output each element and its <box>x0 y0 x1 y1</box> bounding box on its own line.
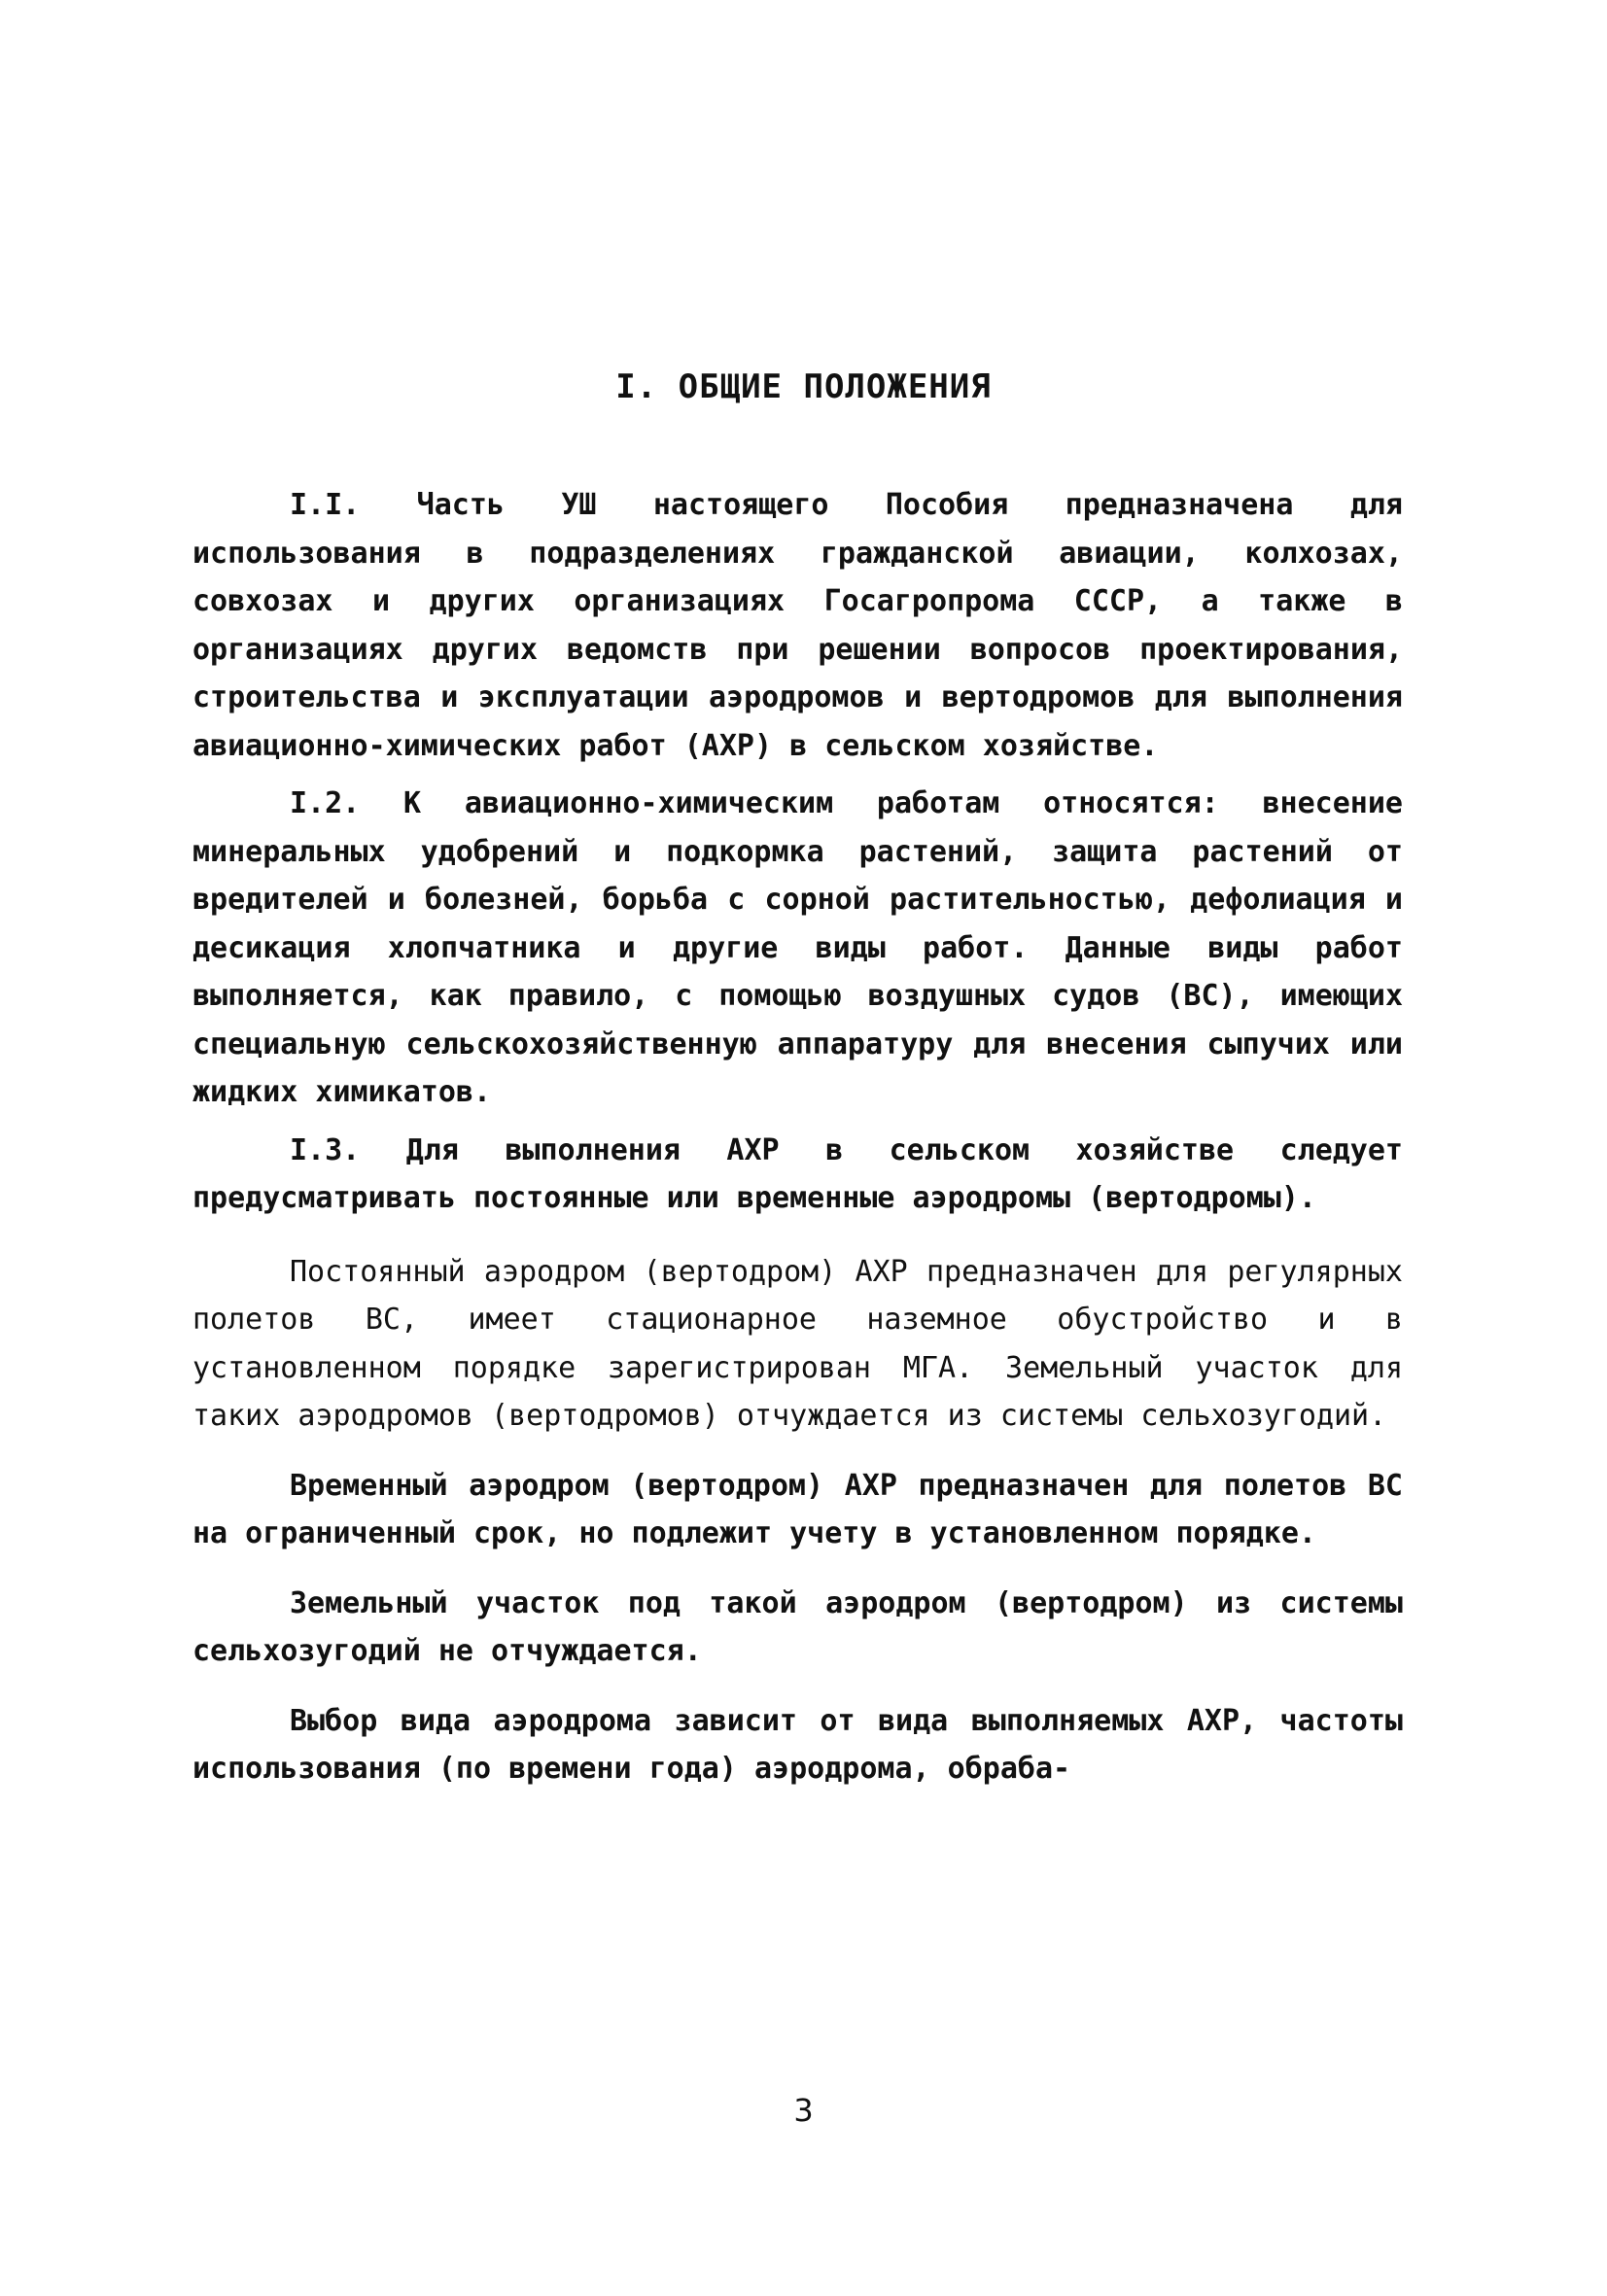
paragraph-aerodrome-choice: Выбор вида аэродрома зависит от вида выполняемых АХР, частоты использования (по времени года) аэродрома, обраба- <box>192 1703 1403 1786</box>
paragraph-1-1: I.I. Часть УШ настоящего Пособия предназначена для использования в подразделениях гражданской авиации, колхозах, совхозах и других организациях Госагропрома СССР, а также в организациях других ведомств при решении вопросов проектирования, строительства и эксплуатации аэродромов и вертодромов для выполнения авиационно-химических работ (АХР) в сельском хозяйстве. <box>192 488 1403 763</box>
paragraph-1-3: I.3. Для выполнения АХР в сельском хозяйстве следует предусматривать постоянные или временные аэродромы (вертодромы). <box>192 1132 1403 1215</box>
paragraph-land-plot: Земельный участок под такой аэродром (вертодром) из системы сельхозугодий не отчуждается. <box>192 1585 1403 1668</box>
page-number: 3 <box>793 2092 814 2129</box>
document-body <box>192 481 1403 1793</box>
section-heading: I. ОБЩИЕ ПОЛОЖЕНИЯ <box>615 367 992 406</box>
paragraph-1-2: I.2. К авиационно-химическим работам относятся: внесение минеральных удобрений и подкормка растений, защита растений от вредителей и болезней, борьба с сорной растительностью, дефолиация и десикация хлопчатника и другие виды работ. Данные виды работ выполняется, как правило, с помощью воздушных судов (ВС), имеющих специальную сельскохозяйственную аппаратуру для внесения сыпучих или жидких химикатов. <box>192 786 1403 1109</box>
paragraph-temporary-aerodrome: Временный аэродром (вертодром) АХР предназначен для полетов ВС на ограниченный срок, но подлежит учету в установленном порядке. <box>192 1468 1403 1550</box>
paragraph-permanent-aerodrome: Постоянный аэродром (вертодром) АХР предназначен для регулярных полетов ВС, имеет стационарное наземное обустройство и в установленном порядке зарегистрирован МГА. Земельный участок для таких аэродромов (вертодромов) отчуждается из системы сельхозугодий. <box>192 1254 1403 1433</box>
